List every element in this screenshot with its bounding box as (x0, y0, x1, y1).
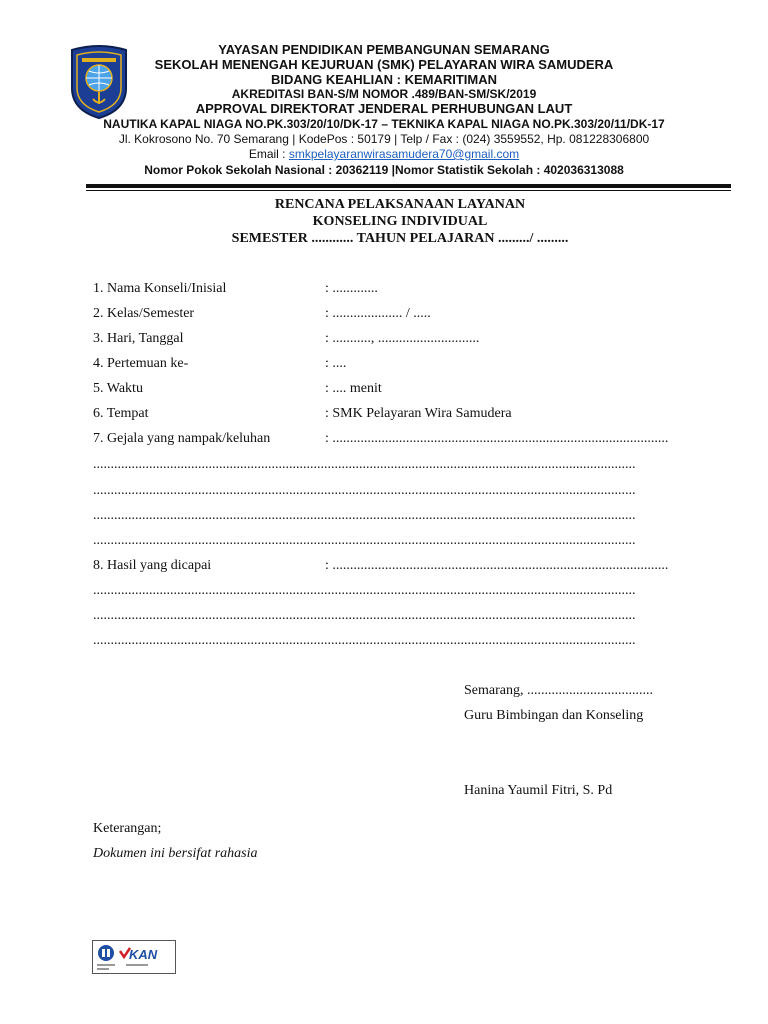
signature-role: Guru Bimbingan dan Konseling (464, 708, 644, 723)
email-label: Email : (248, 147, 289, 161)
address: Jl. Kokrosono No. 70 Semarang | KodePos : 50179 | Telp / Fax : (024) 3559552, Hp. 081228306800 (118, 132, 650, 146)
document-subtitle: KONSELING INDIVIDUAL (312, 214, 488, 229)
accreditation: AKREDITASI BAN-S/M NOMOR .489/BAN-SM/SK/2019 (231, 87, 537, 101)
field-value: : ..........., ............................. (325, 331, 480, 346)
field-label: 1. Nama Konseli/Inisial (93, 281, 227, 296)
field-value: : ................................................................................................ (325, 559, 669, 573)
field-label: 6. Tempat (93, 406, 149, 421)
field-value: : ................................................................................................ (325, 432, 669, 446)
program-numbers: NAUTIKA KAPAL NIAGA NO.PK.303/20/10/DK-17 – TEKNIKA KAPAL NIAGA NO.PK.303/20/11/DK-17 (103, 117, 665, 131)
dotted-line: ........................................................................................................................................................... (93, 609, 636, 623)
dotted-line: ........................................................................................................................................................... (93, 458, 636, 472)
signature-name: Hanina Yaumil Fitri, S. Pd (464, 783, 613, 798)
field-label: 8. Hasil yang dicapai (93, 559, 212, 573)
foundation-name: YAYASAN PENDIDIKAN PEMBANGUNAN SEMARANG (218, 42, 550, 57)
header-divider-thin (86, 190, 731, 191)
dotted-line: ........................................................................................................................................................... (93, 634, 636, 648)
email-line (0, 148, 768, 160)
letterhead (0, 0, 768, 190)
kan-logo-text: KAN (129, 947, 158, 962)
semester-line: SEMESTER ............ TAHUN PELAJARAN ........./ ......... (231, 231, 569, 246)
header-divider (86, 184, 731, 188)
email-link[interactable]: smkpelayaranwirasamudera70@gmail.com (288, 147, 520, 161)
note-text: Dokumen ini bersifat rahasia (93, 846, 258, 861)
document-title: RENCANA PELAKSANAAN LAYANAN (274, 197, 526, 212)
field-row (93, 307, 431, 321)
field-row (93, 282, 378, 296)
field-value: : .... menit (325, 381, 382, 396)
field-value: : .................... / ..... (325, 306, 431, 321)
certification-logos (92, 940, 176, 974)
field-row (93, 357, 346, 371)
dotted-line: ........................................................................................................................................................... (93, 484, 636, 498)
field-label: 5. Waktu (93, 381, 143, 396)
field-label: 7. Gejala yang nampak/keluhan (93, 432, 271, 446)
field-label: 2. Kelas/Semester (93, 306, 195, 321)
dotted-line: ........................................................................................................................................................... (93, 584, 636, 598)
field-label: 4. Pertemuan ke- (93, 356, 189, 371)
field-row (93, 559, 711, 573)
school-name: SEKOLAH MENENGAH KEJURUAN (SMK) PELAYARAN WIRA SAMUDERA (154, 57, 614, 72)
certification-badge-icon (92, 940, 176, 974)
signature-place-date: Semarang, .................................... (464, 683, 653, 698)
field-value: : .... (325, 356, 347, 371)
note-label: Keterangan; (93, 821, 162, 836)
field-row (93, 382, 382, 396)
field-of-expertise: BIDANG KEAHLIAN : KEMARITIMAN (270, 72, 498, 87)
dotted-line: ........................................................................................................................................................... (93, 509, 636, 523)
field-row (93, 407, 512, 421)
field-row (93, 332, 479, 346)
dotted-line: ........................................................................................................................................................... (93, 534, 636, 548)
field-row (93, 432, 711, 446)
school-numbers: Nomor Pokok Sekolah Nasional : 20362119 |Nomor Statistik Sekolah : 402036313088 (144, 163, 624, 177)
field-value: : ............. (325, 281, 378, 296)
approval: APPROVAL DIREKTORAT JENDERAL PERHUBUNGAN LAUT (195, 101, 573, 116)
field-value: : SMK Pelayaran Wira Samudera (325, 406, 512, 421)
field-label: 3. Hari, Tanggal (93, 331, 184, 346)
